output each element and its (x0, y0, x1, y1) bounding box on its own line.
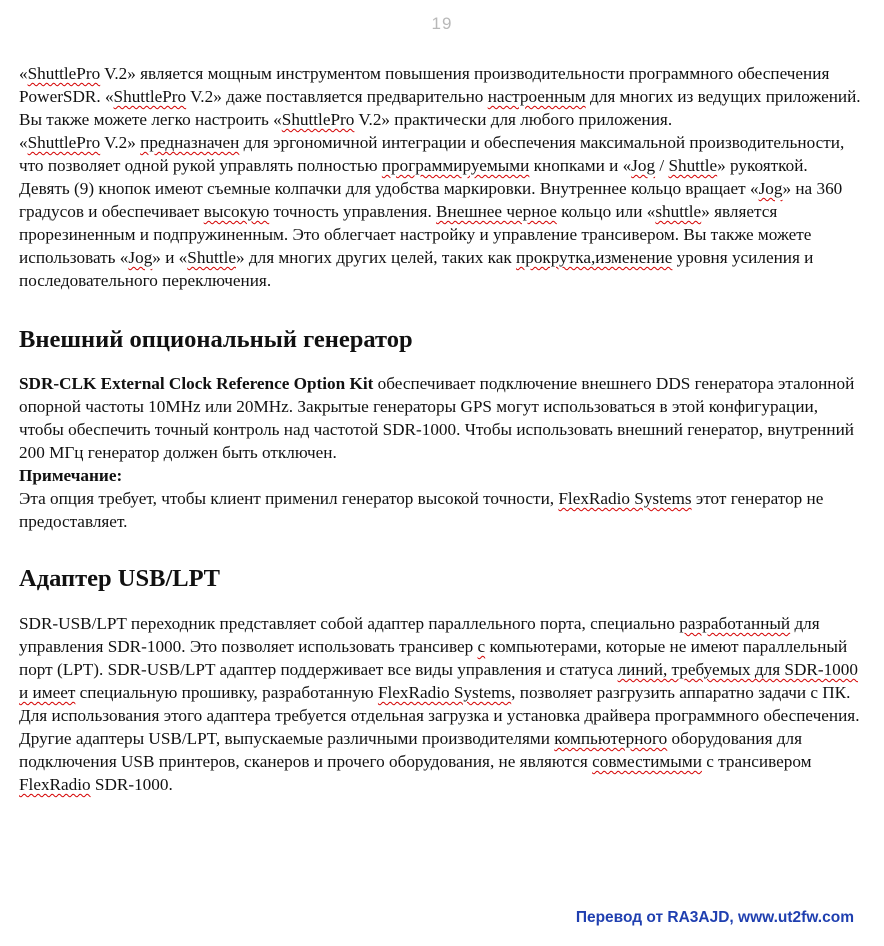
translator-credit: Перевод от RA3AJD, www.ut2fw.com (575, 909, 854, 926)
spellcheck-word: предназначен (140, 133, 240, 152)
spellcheck-word: FlexRadio (19, 775, 91, 794)
clock-option-paragraph: SDR-CLK External Clock Reference Option Kit обеспечивает подключение внешнего DDS генератора эталонной опорной частоты 10MHz или 20MHz. Закрытые генераторы GPS могут использоваться в этой конфигурации, чтобы обеспечить точный контроль над частотой SDR-1000. Чтобы использовать внешний генератор, внутренний 200 МГц генератор должен быть отключен. (19, 374, 855, 462)
spellcheck-word: компьютерного (554, 729, 668, 748)
spellcheck-word: Shuttle (668, 156, 718, 175)
spellcheck-word: Jog (758, 179, 783, 198)
document-body (19, 62, 861, 796)
spellcheck-word: настроенным (487, 87, 586, 106)
spellcheck-word: прокрутка,изменение (516, 248, 673, 267)
page-number: 19 (431, 14, 453, 33)
spellcheck-word: линий, требуемых для SDR-1000 и имеет (19, 660, 858, 702)
usb-lpt-paragraph-2: Другие адаптеры USB/LPT, выпускаемые различными производителями компьютерного оборудования для подключения USB принтеров, сканеров и прочего оборудования, не являются совместимыми с трансивером FlexRadio SDR-1000. (19, 729, 812, 794)
section-heading-external-generator: Внешний опциональный генератор (19, 326, 413, 353)
spellcheck-word: FlexRadio Systems (377, 683, 512, 702)
shuttlepro-paragraph-2: «ShuttlePro V.2» предназначен для эргономичной интеграции и обеспечения максимальной производительности, что позволяет одной рукой управлять полностью программируемыми кнопками и «Jog / Shuttle» рукояткой. Девять (9) кнопок имеют съемные колпачки для удобства маркировки. Внутреннее кольцо вращает «Jog» на 360 градусов и обеспечивает высокую точность управления. Внешнее черное кольцо или «shuttle» является прорезиненным и подпружиненным. Это облегчает настройку и управление трансивером. Вы также можете использовать «Jog» и «Shuttle» для многих других целей, таких как прокрутка,изменение уровня усиления и последовательного переключения. (19, 133, 845, 290)
spellcheck-word: ShuttlePro (281, 110, 355, 129)
spellcheck-word: совместимыми (592, 752, 702, 771)
spellcheck-word: высокую (203, 202, 270, 221)
spellcheck-word: ShuttlePro (113, 87, 187, 106)
spellcheck-word: Jog (128, 248, 153, 267)
note-label: Примечание: (19, 466, 123, 485)
spellcheck-word: с (477, 637, 486, 656)
spellcheck-word: разработанный (679, 614, 791, 633)
spellcheck-word: ShuttlePro (27, 133, 101, 152)
note-paragraph: Эта опция требует, чтобы клиент применил генератор высокой точности, FlexRadio Systems этот генератор не предоставляет. (19, 489, 824, 531)
spellcheck-word: Внешнее черное (436, 202, 557, 221)
spellcheck-word: Shuttle (187, 248, 236, 267)
shuttlepro-paragraph-1: «ShuttlePro V.2» является мощным инструментом повышения производительности программного обеспечения PowerSDR. «ShuttlePro V.2» даже поставляется предварительно настроенным для многих из ведущих приложений. Вы также можете легко настроить «ShuttlePro V.2» практически для любого приложения. (19, 64, 861, 129)
spellcheck-word: программируемыми (381, 156, 530, 175)
spellcheck-word: ShuttlePro (27, 64, 101, 83)
spellcheck-word: shuttle (655, 202, 702, 221)
spellcheck-word: Jog (631, 156, 656, 175)
usb-lpt-paragraph-1: SDR-USB/LPT переходник представляет собой адаптер параллельного порта, специально разработанный для управления SDR-1000. Это позволяет использовать трансивер с компьютерами, которые не имеют параллельный порт (LPT). SDR-USB/LPT адаптер поддерживает все виды управления и статуса линий, требуемых для SDR-1000 и имеет специальную прошивку, разработанную FlexRadio Systems, позволяет разгрузить аппаратно задачи с ПК. Для использования этого адаптера требуется отдельная загрузка и установка драйвера программного обеспечения. (19, 614, 860, 725)
spellcheck-word: FlexRadio Systems (558, 489, 692, 508)
product-name: SDR-CLK External Clock Reference Option Kit (19, 374, 374, 393)
section-heading-usb-lpt: Адаптер USB/LPT (19, 565, 220, 592)
